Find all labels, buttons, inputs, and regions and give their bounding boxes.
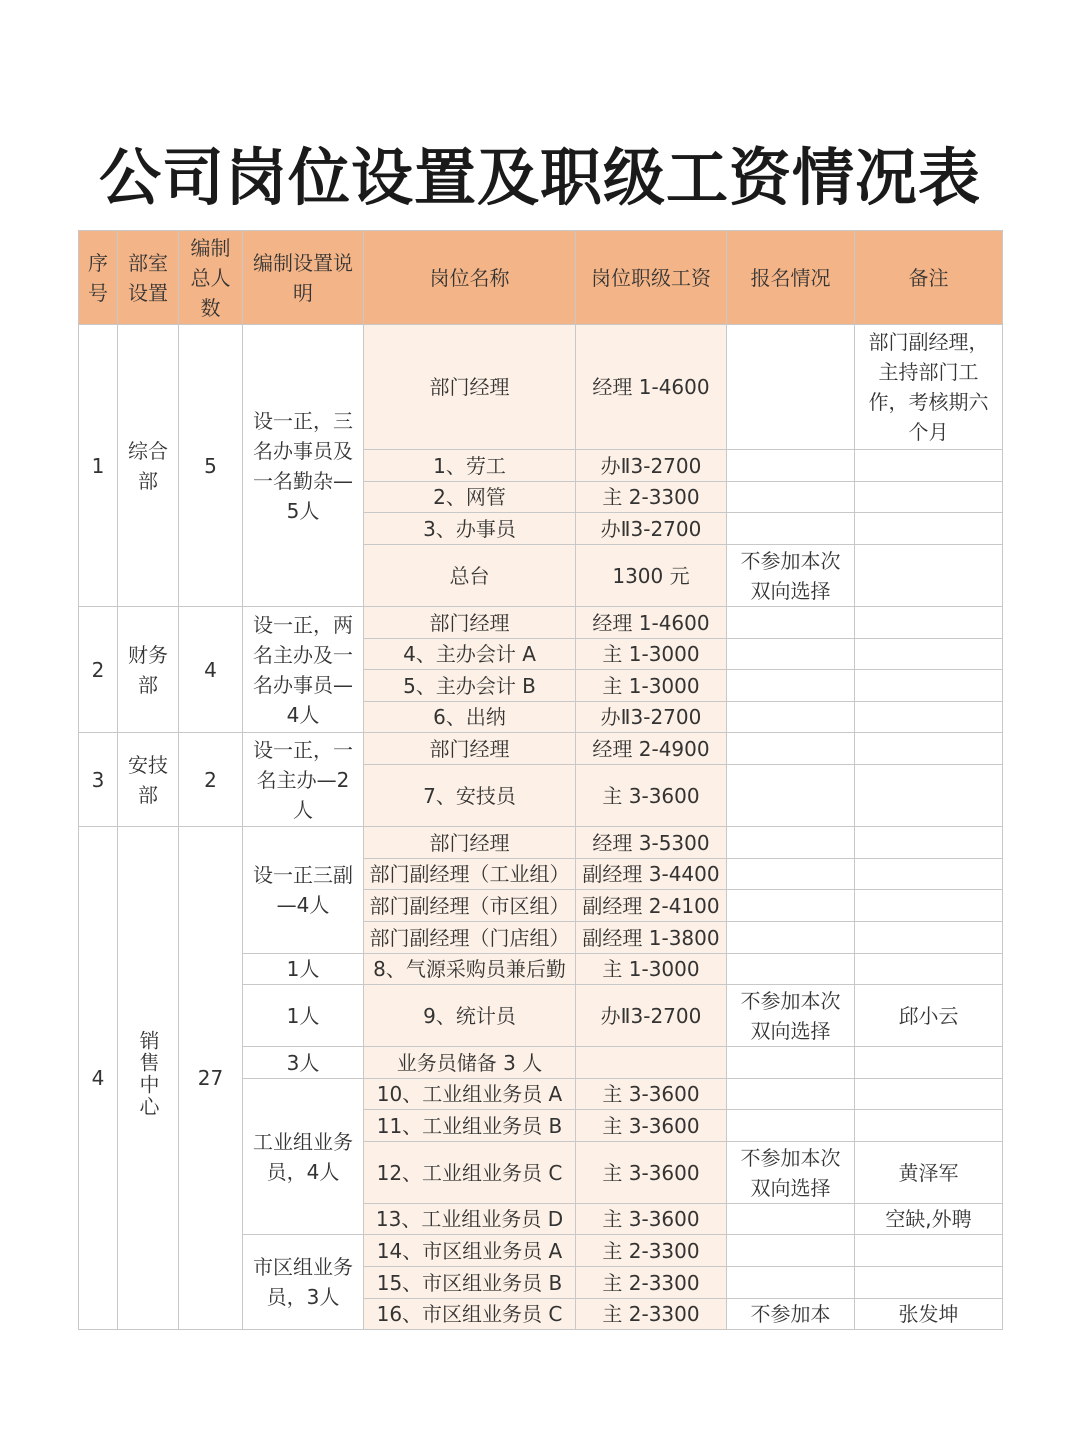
header-salary: 岗位职级工资 bbox=[576, 231, 727, 325]
salary-cell: 办Ⅱ3-2700 bbox=[576, 450, 727, 482]
header-dept: 部室设置 bbox=[118, 231, 179, 325]
position-cell: 1、劳工 bbox=[364, 450, 576, 482]
note-cell bbox=[855, 733, 1003, 765]
position-cell: 3、办事员 bbox=[364, 513, 576, 545]
salary-cell: 经理 1-4600 bbox=[576, 607, 727, 639]
position-cell: 4、主办会计 A bbox=[364, 639, 576, 670]
note-cell bbox=[855, 513, 1003, 545]
salary-cell: 经理 2-4900 bbox=[576, 733, 727, 765]
note-cell bbox=[855, 1110, 1003, 1142]
position-cell: 11、工业组业务员 B bbox=[364, 1110, 576, 1142]
salary-cell: 经理 3-5300 bbox=[576, 827, 727, 859]
header-register: 报名情况 bbox=[727, 231, 855, 325]
salary-cell: 主 3-3600 bbox=[576, 765, 727, 827]
note-cell bbox=[855, 954, 1003, 985]
salary-cell: 办Ⅱ3-2700 bbox=[576, 513, 727, 545]
salary-cell: 主 3-3600 bbox=[576, 1110, 727, 1142]
register-cell: 不参加本 bbox=[727, 1299, 855, 1330]
salary-cell: 主 1-3000 bbox=[576, 639, 727, 670]
note-cell bbox=[855, 1267, 1003, 1299]
table-row bbox=[79, 733, 1003, 765]
desc-cell: 1人 bbox=[243, 954, 364, 985]
salary-cell bbox=[576, 1047, 727, 1079]
register-cell bbox=[727, 922, 855, 954]
register-cell bbox=[727, 1047, 855, 1079]
register-cell bbox=[727, 450, 855, 482]
seq-cell: 2 bbox=[79, 607, 118, 733]
register-cell bbox=[727, 482, 855, 513]
note-cell: 空缺,外聘 bbox=[855, 1204, 1003, 1235]
position-cell: 6、出纳 bbox=[364, 702, 576, 733]
salary-cell: 主 2-3300 bbox=[576, 482, 727, 513]
note-cell bbox=[855, 482, 1003, 513]
position-cell: 8、气源采购员兼后勤 bbox=[364, 954, 576, 985]
register-cell bbox=[727, 1204, 855, 1235]
dept-name-cell: 财务部 bbox=[118, 607, 179, 733]
note-cell bbox=[855, 890, 1003, 922]
header-position: 岗位名称 bbox=[364, 231, 576, 325]
position-cell: 13、工业组业务员 D bbox=[364, 1204, 576, 1235]
position-cell: 10、工业组业务员 A bbox=[364, 1079, 576, 1110]
desc-cell: 市区组业务员，3人 bbox=[243, 1235, 364, 1330]
note-cell: 张发坤 bbox=[855, 1299, 1003, 1330]
desc-cell: 工业组业务员，4人 bbox=[243, 1079, 364, 1235]
note-cell bbox=[855, 922, 1003, 954]
register-cell bbox=[727, 639, 855, 670]
position-cell: 部门经理 bbox=[364, 827, 576, 859]
register-cell bbox=[727, 1267, 855, 1299]
position-cell: 部门经理 bbox=[364, 607, 576, 639]
note-cell bbox=[855, 702, 1003, 733]
desc-cell: 设一正，一名主办—2人 bbox=[243, 733, 364, 827]
note-cell: 部门副经理，主持部门工作，考核期六个月 bbox=[855, 325, 1003, 450]
desc-cell: 设一正，三名办事员及一名勤杂—5人 bbox=[243, 325, 364, 607]
position-cell: 部门经理 bbox=[364, 325, 576, 450]
register-cell bbox=[727, 1110, 855, 1142]
note-cell bbox=[855, 607, 1003, 639]
position-cell: 部门副经理（工业组） bbox=[364, 859, 576, 890]
header-note: 备注 bbox=[855, 231, 1003, 325]
salary-cell: 1300 元 bbox=[576, 545, 727, 607]
page-title: 公司岗位设置及职级工资情况表 bbox=[98, 141, 981, 214]
header-desc: 编制设置说明 bbox=[243, 231, 364, 325]
salary-cell: 主 3-3600 bbox=[576, 1142, 727, 1204]
register-cell bbox=[727, 607, 855, 639]
position-cell: 总台 bbox=[364, 545, 576, 607]
note-cell bbox=[855, 1047, 1003, 1079]
salary-cell: 主 1-3000 bbox=[576, 954, 727, 985]
salary-cell: 主 2-3300 bbox=[576, 1299, 727, 1330]
total-cell: 5 bbox=[179, 325, 243, 607]
register-cell: 不参加本次双向选择 bbox=[727, 985, 855, 1047]
position-cell: 7、安技员 bbox=[364, 765, 576, 827]
position-cell: 业务员储备 3 人 bbox=[364, 1047, 576, 1079]
position-cell: 部门经理 bbox=[364, 733, 576, 765]
position-cell: 部门副经理（市区组） bbox=[364, 890, 576, 922]
note-cell bbox=[855, 1235, 1003, 1267]
register-cell bbox=[727, 827, 855, 859]
desc-cell: 3人 bbox=[243, 1047, 364, 1079]
position-cell: 15、市区组业务员 B bbox=[364, 1267, 576, 1299]
header-row bbox=[79, 231, 1003, 325]
salary-cell: 主 1-3000 bbox=[576, 670, 727, 702]
note-cell bbox=[855, 1079, 1003, 1110]
header-seq: 序号 bbox=[79, 231, 118, 325]
note-cell: 黄泽军 bbox=[855, 1142, 1003, 1204]
register-cell bbox=[727, 325, 855, 450]
note-cell bbox=[855, 639, 1003, 670]
register-cell: 不参加本次双向选择 bbox=[727, 1142, 855, 1204]
register-cell bbox=[727, 954, 855, 985]
seq-cell: 3 bbox=[79, 733, 118, 827]
salary-cell: 主 3-3600 bbox=[576, 1079, 727, 1110]
desc-cell: 设一正三副—4人 bbox=[243, 827, 364, 954]
header-total: 编制总人数 bbox=[179, 231, 243, 325]
note-cell bbox=[855, 450, 1003, 482]
dept-name-cell: 安技部 bbox=[118, 733, 179, 827]
register-cell bbox=[727, 670, 855, 702]
salary-cell: 副经理 2-4100 bbox=[576, 890, 727, 922]
note-cell bbox=[855, 670, 1003, 702]
register-cell bbox=[727, 513, 855, 545]
position-cell: 12、工业组业务员 C bbox=[364, 1142, 576, 1204]
total-cell: 4 bbox=[179, 607, 243, 733]
register-cell bbox=[727, 702, 855, 733]
register-cell bbox=[727, 765, 855, 827]
seq-cell: 4 bbox=[79, 827, 118, 1330]
salary-cell: 副经理 3-4400 bbox=[576, 859, 727, 890]
total-cell: 27 bbox=[179, 827, 243, 1330]
note-cell: 邱小云 bbox=[855, 985, 1003, 1047]
note-cell bbox=[855, 859, 1003, 890]
salary-table bbox=[78, 230, 1003, 1330]
note-cell bbox=[855, 765, 1003, 827]
position-cell: 部门副经理（门店组） bbox=[364, 922, 576, 954]
register-cell bbox=[727, 1079, 855, 1110]
table-row bbox=[79, 607, 1003, 639]
register-cell bbox=[727, 733, 855, 765]
register-cell bbox=[727, 1235, 855, 1267]
salary-cell: 主 3-3600 bbox=[576, 1204, 727, 1235]
desc-cell: 1人 bbox=[243, 985, 364, 1047]
position-cell: 2、网管 bbox=[364, 482, 576, 513]
table-row bbox=[79, 325, 1003, 450]
note-cell bbox=[855, 545, 1003, 607]
position-cell: 14、市区组业务员 A bbox=[364, 1235, 576, 1267]
salary-cell: 副经理 1-3800 bbox=[576, 922, 727, 954]
dept-name-cell bbox=[118, 827, 179, 1330]
dept-name-vertical: 销售中心 bbox=[136, 1030, 160, 1118]
salary-cell: 办Ⅱ3-2700 bbox=[576, 985, 727, 1047]
register-cell bbox=[727, 890, 855, 922]
position-cell: 9、统计员 bbox=[364, 985, 576, 1047]
position-cell: 5、主办会计 B bbox=[364, 670, 576, 702]
register-cell bbox=[727, 859, 855, 890]
table-row bbox=[79, 827, 1003, 859]
dept-name-cell: 综合部 bbox=[118, 325, 179, 607]
salary-cell: 办Ⅱ3-2700 bbox=[576, 702, 727, 733]
position-cell: 16、市区组业务员 C bbox=[364, 1299, 576, 1330]
salary-cell: 主 2-3300 bbox=[576, 1267, 727, 1299]
total-cell: 2 bbox=[179, 733, 243, 827]
salary-cell: 主 2-3300 bbox=[576, 1235, 727, 1267]
desc-cell: 设一正，两名主办及一名办事员—4人 bbox=[243, 607, 364, 733]
note-cell bbox=[855, 827, 1003, 859]
seq-cell: 1 bbox=[79, 325, 118, 607]
salary-cell: 经理 1-4600 bbox=[576, 325, 727, 450]
register-cell: 不参加本次双向选择 bbox=[727, 545, 855, 607]
